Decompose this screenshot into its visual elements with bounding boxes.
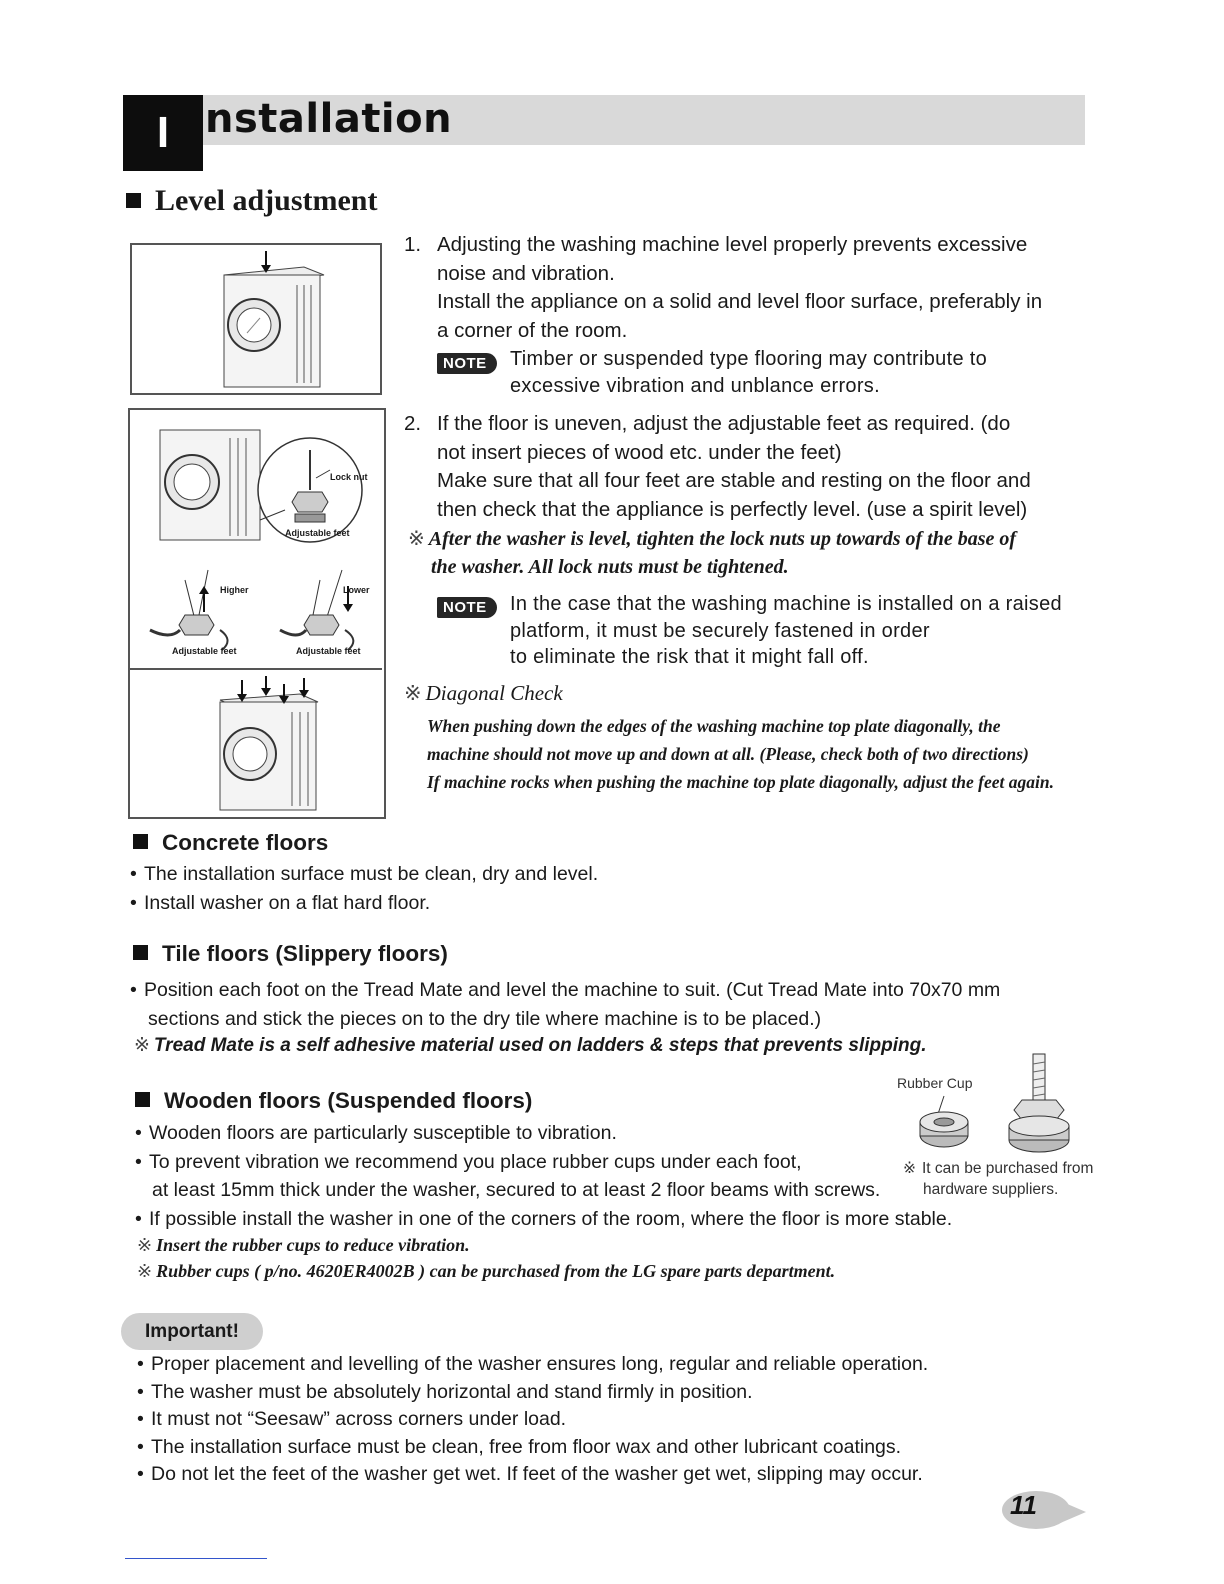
- important-bullets: [137, 1351, 1097, 1489]
- diagonal-check-title: ※ Diagonal Check: [404, 681, 563, 705]
- lower-label: Lower: [343, 585, 370, 595]
- list-item: • The installation surface must be clean, dry and level.: [130, 863, 599, 885]
- figure-divider: [130, 668, 382, 670]
- washer-illustration-1: [132, 245, 380, 393]
- tile-bullets: • Position each foot on the Tread Mate and level the machine to suit. (Cut Tread Mate into 70x70 mm sections and stick the pieces on to the dry tile where machine is to be placed.): [130, 976, 1090, 1033]
- list-item: • Wooden floors are particularly susceptible to vibration.: [135, 1122, 617, 1144]
- note-badge-2: NOTE: [437, 597, 497, 618]
- washer-illustration-diagonal: [130, 672, 384, 815]
- adjustable-feet-label-left: Adjustable feet: [172, 646, 237, 656]
- header-initial: I: [156, 108, 170, 157]
- rubber-cup-note-1: ※ Insert the rubber cups to reduce vibration.: [137, 1235, 470, 1255]
- lock-nut-label: Lock nut: [330, 472, 368, 482]
- tread-mate-note: ※ Tread Mate is a self adhesive material used on ladders & steps that prevents slipping.: [134, 1035, 927, 1056]
- section-title-concrete: Concrete floors: [133, 830, 328, 856]
- list-item: • The installation surface must be clean, free from floor wax and other lubricant coatings.: [137, 1435, 902, 1458]
- step-1-number: 1.: [404, 233, 422, 256]
- note-1-text: Timber or suspended type flooring may contribute to excessive vibration and unblance errors.: [510, 348, 988, 397]
- important-label: Important!: [121, 1313, 263, 1350]
- adjustable-feet-label-top: Adjustable feet: [285, 528, 350, 538]
- section-title-tile: Tile floors (Slippery floors): [133, 941, 448, 967]
- adjustable-feet-label-right: Adjustable feet: [296, 646, 361, 656]
- square-bullet-icon: [135, 1092, 150, 1107]
- step-1-text: Adjusting the washing machine level properly prevents excessive noise and vibration. Install the appliance on a solid and level floor surface, preferably in a corner of the room.: [437, 233, 1043, 342]
- purchase-note: ※ It can be purchased from hardware suppliers.: [903, 1160, 1094, 1198]
- step-2-text: If the floor is uneven, adjust the adjustable feet as required. (do not insert pieces of wood etc. under the feet) Make sure that all four feet are stable and resting on the floor and then check that the appliance is perfectly level. (use a spirit level): [437, 412, 1031, 521]
- list-item: • Do not let the feet of the washer get wet. If feet of the washer get wet, slipping may occur.: [137, 1463, 923, 1485]
- rubber-cup-illustration: [910, 1050, 1080, 1160]
- list-item: • The washer must be absolutely horizontal and stand firmly in position.: [137, 1380, 753, 1403]
- concrete-bullets: [130, 860, 1090, 917]
- list-item: • To prevent vibration we recommend you place rubber cups under each foot,: [135, 1150, 802, 1173]
- footer-line: [125, 1558, 267, 1559]
- wooden-bullets: • Wooden floors are particularly susceptible to vibration. • To prevent vibration we recommend you place rubber cups under each foot, at least 15mm thick under the washer, secured to at least 2 floor beams with screws. • If possible install the washer in one of the corners of the room, where the floor is more stable.: [135, 1119, 1095, 1233]
- list-item: • It must not “Seesaw” across corners under load.: [137, 1408, 567, 1430]
- higher-label: Higher: [220, 585, 249, 595]
- list-item: • Install washer on a flat hard floor.: [130, 891, 431, 914]
- figure-feet-adjustment: [128, 408, 386, 819]
- section-title-level: Level adjustment: [126, 184, 377, 218]
- list-item: • Position each foot on the Tread Mate and level the machine to suit. (Cut Tread Mate into 70x70 mm: [130, 979, 1001, 1001]
- page-title: nstallation: [205, 96, 453, 142]
- note-badge-1: NOTE: [437, 353, 497, 374]
- square-bullet-icon: [133, 834, 148, 849]
- page-number: 11: [1010, 1490, 1037, 1520]
- diagonal-check-text: When pushing down the edges of the washing machine top plate diagonally, the machine should not move up and down at all. (Please, check both of two directions) If machine rocks when pushing the machine top plate diagonally, adjust the feet again.: [427, 716, 1054, 792]
- figure-washer-top: [130, 243, 382, 395]
- rubber-cup-note-2: ※ Rubber cups ( p/no. 4620ER4002B ) can be purchased from the LG spare parts department.: [137, 1261, 836, 1281]
- list-item: • Proper placement and levelling of the washer ensures long, regular and reliable operation.: [137, 1353, 929, 1375]
- section-title-wooden: Wooden floors (Suspended floors): [135, 1088, 532, 1114]
- rubber-cup-label: Rubber Cup: [897, 1075, 973, 1091]
- note-2-text: In the case that the washing machine is installed on a raised platform, it must be securely fastened in order to eliminate the risk that it might fall off.: [510, 593, 1062, 668]
- square-bullet-icon: [126, 193, 141, 208]
- square-bullet-icon: [133, 945, 148, 960]
- lock-nut-warning: ※ After the washer is level, tighten the lock nuts up towards of the base of the washer. All lock nuts must be tightened.: [408, 528, 1017, 578]
- step-2-number: 2.: [404, 412, 422, 435]
- list-item: • If possible install the washer in one of the corners of the room, where the floor is more stable.: [135, 1207, 953, 1230]
